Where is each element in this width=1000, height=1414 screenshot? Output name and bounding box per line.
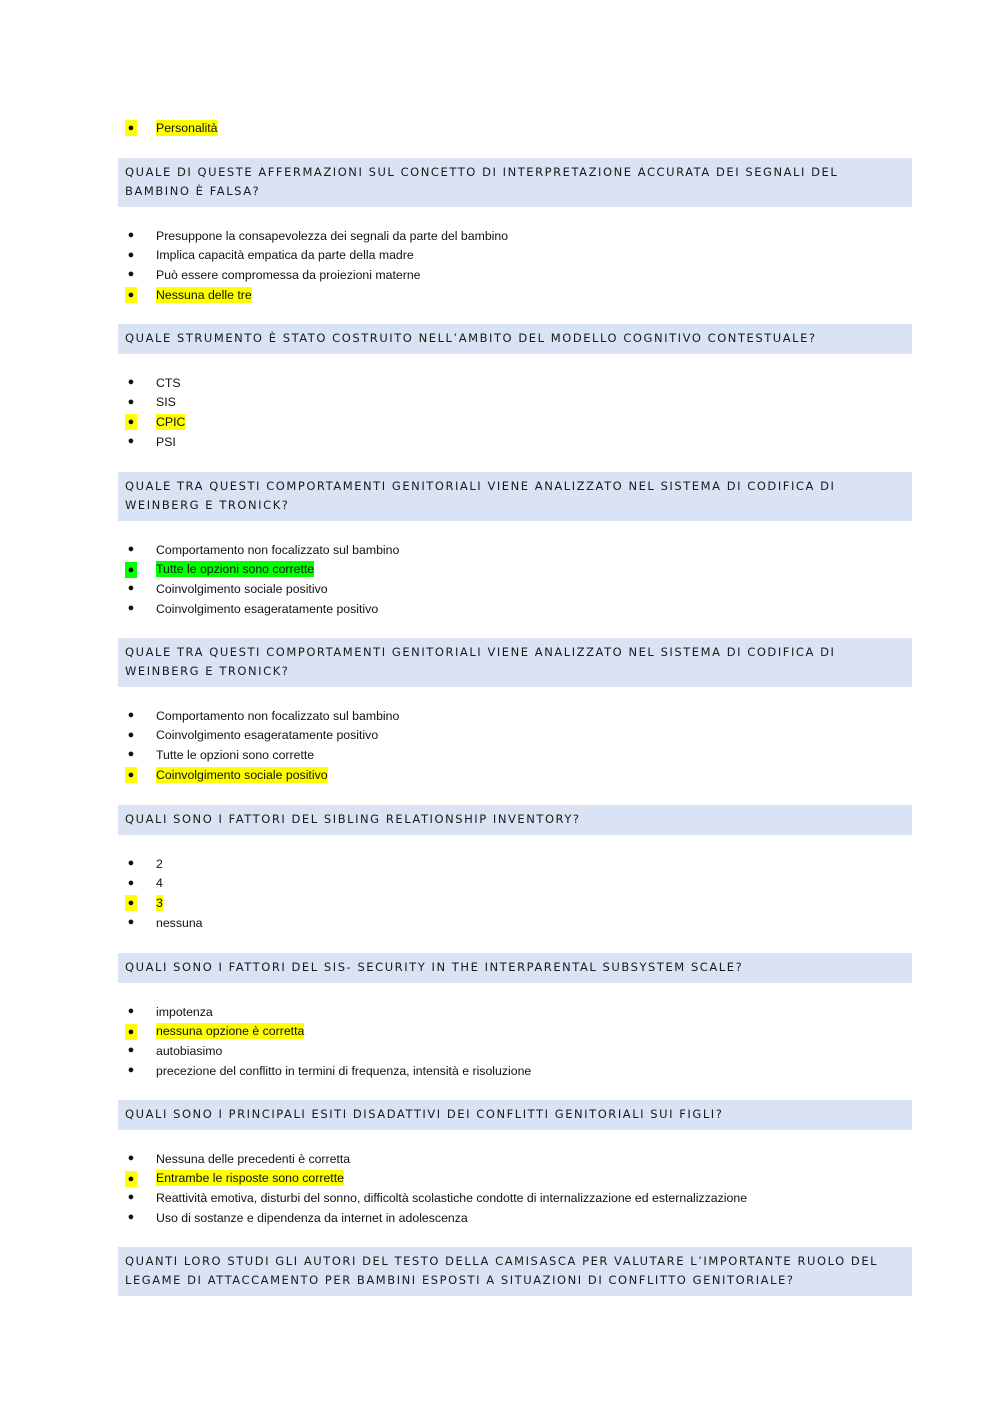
option-text: Comportamento non focalizzato sul bambino [156,708,400,723]
option-text: 2 [156,856,163,871]
option-list [118,854,912,933]
option-text: Comportamento non focalizzato sul bambino [156,542,400,557]
list-item [118,874,912,894]
bullet-icon: ● [127,876,135,889]
question-block [118,953,912,1081]
list-item [118,893,912,913]
question-title: QUALE TRA QUESTI COMPORTAMENTI GENITORIALI VIENE ANALIZZATO NEL SISTEMA DI CODIFICA DI WEINBERG E TRONICK? [118,472,912,521]
list-item [118,1022,912,1042]
option-list [118,706,912,785]
bullet-icon: ● [127,916,135,929]
option-list [118,1002,912,1081]
option-text: Nessuna delle precedenti è corretta [156,1151,351,1166]
option-text: PSI [156,434,176,449]
list-item [118,1002,912,1022]
question-block [118,324,912,452]
question-block [118,472,912,619]
question-title: QUANTI LORO STUDI GLI AUTORI DEL TESTO DELLA CAMISASCA PER VALUTARE L’IMPORTANTE RUOLO DEL LEGAME DI ATTACCAMENTO PER BAMBINI ESPOSTI A SITUAZIONI DI CONFLITTO GENITORIALE? [118,1247,912,1296]
bullet-icon: ● [127,857,135,869]
bullet-icon: ● [127,229,135,241]
bullet-icon: ● [127,602,135,615]
list-item [118,1169,912,1189]
option-text: Presuppone la consapevolezza dei segnali da parte del bambino [156,228,509,243]
list-item [118,765,912,785]
question-title: QUALE DI QUESTE AFFERMAZIONI SUL CONCETTO DI INTERPRETAZIONE ACCURATA DEI SEGNALI DEL BAMBINO È FALSA? [118,158,912,207]
list-item [118,1149,912,1169]
option-list [118,540,912,619]
lead-option-list [118,118,912,138]
list-item [118,1041,912,1061]
list-item [118,540,912,560]
option-text: Implica capacità empatica da parte della madre [156,248,414,263]
list-item [118,432,912,452]
bullet-icon: ● [127,748,135,761]
option-text: Tutte le opzioni sono corrette [156,748,315,763]
list-item [118,745,912,765]
bullet-icon: ● [127,1152,135,1164]
bullet-icon: ● [127,543,135,555]
question-title: QUALI SONO I FATTORI DEL SIS- SECURITY IN THE INTERPARENTAL SUBSYSTEM SCALE? [118,953,912,983]
list-item [118,706,912,726]
list-item [118,1208,912,1228]
option-text: 3 [156,896,163,911]
question-block [118,1247,912,1296]
bullet-icon: ● [125,562,137,578]
option-text: SIS [156,395,176,410]
bullet-icon: ● [125,414,137,430]
bullet-icon: ● [127,248,135,261]
question-title: QUALI SONO I PRINCIPALI ESITI DISADATTIVI DEI CONFLITTI GENITORIALI SUI FIGLI? [118,1100,912,1130]
option-text: CPIC [156,415,186,430]
list-item [118,726,912,746]
bullet-icon: ● [127,1211,135,1224]
question-title: QUALE STRUMENTO È STATO COSTRUITO NELL’AMBITO DEL MODELLO COGNITIVO CONTESTUALE? [118,324,912,354]
bullet-icon: ● [125,767,137,783]
option-text: 4 [156,876,163,891]
question-block [118,805,912,933]
option-text: Coinvolgimento esageratamente positivo [156,601,379,616]
option-text: autobiasimo [156,1044,223,1059]
bullet-icon: ● [127,1064,135,1077]
bullet-icon: ● [127,1044,135,1057]
list-item [118,560,912,580]
bullet-icon: ● [125,1024,137,1040]
list-item [118,913,912,933]
list-item [118,412,912,432]
option-text: Nessuna delle tre [156,287,252,302]
bullet-icon: ● [127,1191,135,1204]
bullet-icon: ● [127,1005,135,1017]
list-item [118,373,912,393]
list-item [118,599,912,619]
bullet-icon: ● [125,287,137,303]
list-item [118,393,912,413]
option-text: Coinvolgimento sociale positivo [156,582,328,597]
bullet-icon: ● [127,376,135,388]
bullet-icon: ● [127,268,135,281]
option-list [118,1149,912,1228]
bullet-icon: ● [127,435,135,448]
list-item [118,265,912,285]
list-item [118,854,912,874]
bullet-icon: ● [127,709,135,721]
list-item [118,1061,912,1081]
question-title: QUALI SONO I FATTORI DEL SIBLING RELATIONSHIP INVENTORY? [118,805,912,835]
bullet-icon: ● [125,1171,137,1187]
option-text: nessuna [156,915,203,930]
option-text: nessuna opzione è corretta [156,1024,305,1039]
option-text: Entrambe le risposte sono corrette [156,1171,344,1186]
option-list [118,226,912,305]
question-block [118,638,912,785]
option-text: precezione del conflitto in termini di frequenza, intensità e risoluzione [156,1063,532,1078]
option-text: Coinvolgimento sociale positivo [156,767,328,782]
list-item [118,285,912,305]
bullet-icon: ● [127,728,135,741]
option-text: impotenza [156,1004,213,1019]
option-list [118,373,912,452]
list-item [118,246,912,266]
bullet-icon: ● [127,582,135,595]
bullet-icon: ● [127,395,135,408]
option-text: Uso di sostanze e dipendenza da internet in adolescenza [156,1210,468,1225]
bullet-icon: ● [125,120,137,136]
question-title: QUALE TRA QUESTI COMPORTAMENTI GENITORIALI VIENE ANALIZZATO NEL SISTEMA DI CODIFICA DI WEINBERG E TRONICK? [118,638,912,687]
list-item [118,226,912,246]
bullet-icon: ● [125,895,137,911]
question-block [118,1100,912,1228]
option-text: Può essere compromessa da proiezioni materne [156,268,421,283]
question-block [118,158,912,305]
option-text: Reattività emotiva, disturbi del sonno, difficoltà scolastiche condotte di internalizzazione ed esternalizzazione [156,1191,748,1206]
list-item [118,1188,912,1208]
list-item [118,118,912,138]
list-item [118,579,912,599]
option-text: CTS [156,375,181,390]
option-text: Coinvolgimento esageratamente positivo [156,728,379,743]
option-text: Personalità [156,120,218,135]
option-text: Tutte le opzioni sono corrette [156,562,315,577]
